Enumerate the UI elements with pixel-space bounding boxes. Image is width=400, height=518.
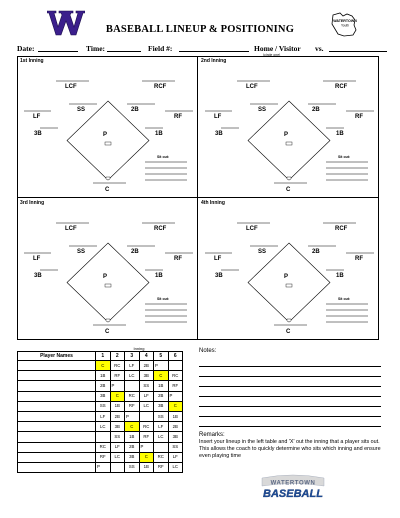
date-field[interactable] <box>38 44 78 52</box>
table-row <box>18 411 183 421</box>
position-cell[interactable]: LF <box>110 442 125 452</box>
position-cell[interactable]: RC <box>96 442 111 452</box>
home-plate-icon <box>287 177 291 180</box>
position-cell[interactable] <box>168 361 183 371</box>
home-plate-icon <box>106 177 110 180</box>
player-name-cell[interactable] <box>18 401 96 411</box>
position-label-pitcher: P <box>103 132 108 138</box>
player-name-cell[interactable] <box>18 442 96 452</box>
position-label-rcf: RCF <box>154 226 167 232</box>
position-label-rf: RF <box>355 114 363 120</box>
position-cell[interactable]: RF <box>154 462 169 472</box>
vs-label: vs. <box>315 44 324 53</box>
position-cell[interactable]: P <box>139 442 154 452</box>
position-cell[interactable]: 3B <box>154 401 169 411</box>
position-cell[interactable]: RF <box>125 401 140 411</box>
player-name-cell[interactable] <box>18 432 96 442</box>
position-cell[interactable]: C <box>125 422 140 432</box>
field-diamond <box>17 56 198 198</box>
position-cell[interactable]: 1B <box>168 411 183 421</box>
watertown-baseball-logo <box>258 474 328 504</box>
position-cell[interactable]: RC <box>110 361 125 371</box>
position-label-first: 1B <box>336 273 344 279</box>
position-cell[interactable]: LF <box>154 422 169 432</box>
position-label-third: 3B <box>215 131 223 137</box>
pitchers-rubber-icon <box>286 142 292 145</box>
pitchers-rubber-icon <box>286 284 292 287</box>
position-label-lf: LF <box>214 256 222 262</box>
player-name-cell[interactable] <box>18 452 96 462</box>
position-label-first: 1B <box>155 131 163 137</box>
position-cell[interactable]: 3B <box>139 371 154 381</box>
position-label-rcf: RCF <box>335 84 348 90</box>
player-name-cell[interactable] <box>18 391 96 401</box>
position-cell[interactable]: RC <box>125 391 140 401</box>
table-row <box>18 401 183 411</box>
remarks-text: Insert your lineup in the left table and 'X' out the inning that a player sits out. This allows the coach to quickly determine who sits which inning and ensure even playing time <box>199 439 381 459</box>
inning-column-header: 3 <box>125 352 140 361</box>
position-cell[interactable] <box>154 442 169 452</box>
inning-column-header: 5 <box>154 352 169 361</box>
position-cell[interactable]: C <box>96 361 111 371</box>
position-label-ss: SS <box>258 107 267 113</box>
position-cell[interactable]: RF <box>139 432 154 442</box>
position-label-pitcher: P <box>284 274 289 280</box>
position-cell[interactable]: 1B <box>139 462 154 472</box>
position-cell[interactable] <box>110 462 125 472</box>
position-cell[interactable]: 1B <box>110 401 125 411</box>
position-cell[interactable]: LF <box>139 391 154 401</box>
field-number-field[interactable] <box>179 44 249 52</box>
time-field[interactable] <box>107 44 141 52</box>
table-row <box>18 452 183 462</box>
position-label-rf: RF <box>355 256 363 262</box>
position-label-lf: LF <box>33 114 41 120</box>
position-label-second: 2B <box>312 249 320 255</box>
position-cell[interactable]: RF <box>110 371 125 381</box>
position-label-rcf: RCF <box>154 84 167 90</box>
table-row <box>18 432 183 442</box>
position-cell[interactable]: P <box>168 391 183 401</box>
position-cell[interactable]: RF <box>168 381 183 391</box>
field-label: Field #: <box>148 44 173 53</box>
inning-column-header: 2 <box>110 352 125 361</box>
position-cell[interactable]: SS <box>154 411 169 421</box>
position-label-catcher: C <box>286 329 291 335</box>
badge-line1: WATERTOWN <box>333 19 357 23</box>
notes-line[interactable] <box>199 396 381 397</box>
home-visitor-label[interactable]: Home / Visitor <box>254 44 301 53</box>
logo-line2: BASEBALL <box>263 488 323 500</box>
inning-caption: Inning <box>133 346 145 351</box>
position-label-third: 3B <box>34 273 42 279</box>
position-label-pitcher: P <box>103 274 108 280</box>
inning-title: 1st Inning <box>20 58 44 64</box>
position-cell[interactable]: LF <box>125 361 140 371</box>
table-row <box>18 361 183 371</box>
player-name-cell[interactable] <box>18 422 96 432</box>
player-name-cell[interactable] <box>18 462 96 472</box>
notes-title: Notes: <box>199 348 217 354</box>
player-name-cell[interactable] <box>18 361 96 371</box>
position-cell[interactable]: RC <box>154 452 169 462</box>
position-label-catcher: C <box>105 187 110 193</box>
position-label-rcf: RCF <box>335 226 348 232</box>
position-cell[interactable]: LF <box>96 411 111 421</box>
position-label-lcf: LCF <box>246 84 258 90</box>
inning-panel-1 <box>17 56 198 198</box>
position-cell[interactable]: 2B <box>110 411 125 421</box>
inning-column-header: 6 <box>168 352 183 361</box>
position-label-first: 1B <box>336 131 344 137</box>
position-cell[interactable]: 3B <box>125 452 140 462</box>
field-diamond <box>198 56 379 198</box>
inning-title: 3rd Inning <box>20 200 45 206</box>
logo-line1: WATERTOWN <box>270 480 316 487</box>
position-cell[interactable]: 2B <box>96 381 111 391</box>
position-cell[interactable]: 1B <box>154 381 169 391</box>
inning-column-header: 1 <box>96 352 111 361</box>
position-label-second: 2B <box>131 249 139 255</box>
position-cell[interactable]: 2B <box>168 422 183 432</box>
notes-line[interactable] <box>199 366 381 367</box>
position-cell[interactable]: 3B <box>110 422 125 432</box>
position-label-lcf: LCF <box>65 226 77 232</box>
position-cell[interactable]: C <box>110 391 125 401</box>
home-plate-icon <box>287 319 291 322</box>
inning-title: 2nd Inning <box>201 58 227 64</box>
player-name-cell[interactable] <box>18 371 96 381</box>
position-cell[interactable]: P <box>110 381 125 391</box>
player-name-cell[interactable] <box>18 411 96 421</box>
inning-panel-3 <box>17 198 198 340</box>
sit-out-label: Sit out: <box>157 155 170 159</box>
position-label-rf: RF <box>174 114 182 120</box>
position-label-ss: SS <box>77 107 86 113</box>
table-row <box>18 422 183 432</box>
position-cell[interactable]: SS <box>96 401 111 411</box>
position-label-lcf: LCF <box>246 226 258 232</box>
sit-out-label: Sit out: <box>338 297 351 301</box>
position-label-ss: SS <box>77 249 86 255</box>
player-name-cell[interactable] <box>18 381 96 391</box>
position-cell[interactable]: LC <box>96 422 111 432</box>
position-cell[interactable]: 1B <box>125 432 140 442</box>
position-label-catcher: C <box>105 329 110 335</box>
position-cell[interactable]: C <box>168 401 183 411</box>
field-diamond <box>17 198 198 340</box>
table-row <box>18 371 183 381</box>
position-label-rf: RF <box>174 256 182 262</box>
position-label-lcf: LCF <box>65 84 77 90</box>
position-cell[interactable]: LC <box>110 452 125 462</box>
position-cell[interactable]: RC <box>168 371 183 381</box>
position-cell[interactable]: 3B <box>96 391 111 401</box>
sit-out-label: Sit out: <box>338 155 351 159</box>
notes-line[interactable] <box>199 406 381 407</box>
notes-line[interactable] <box>199 426 381 427</box>
position-cell[interactable]: LC <box>168 462 183 472</box>
position-cell[interactable]: LC <box>125 371 140 381</box>
position-cell[interactable]: SS <box>139 381 154 391</box>
page-title: BASEBALL LINEUP & POSITIONING <box>105 24 295 35</box>
position-cell[interactable]: RF <box>96 452 111 462</box>
position-cell[interactable]: P <box>125 411 140 421</box>
position-cell[interactable]: C <box>154 371 169 381</box>
pitchers-rubber-icon <box>105 142 111 145</box>
position-cell[interactable]: 2B <box>125 442 140 452</box>
position-cell[interactable]: C <box>139 452 154 462</box>
position-cell[interactable]: P <box>96 462 111 472</box>
notes-line[interactable] <box>199 416 381 417</box>
circle-one-note: (circle one) <box>263 53 281 57</box>
opponent-field[interactable] <box>329 44 387 52</box>
inning-column-header: 4 <box>139 352 154 361</box>
position-label-second: 2B <box>131 107 139 113</box>
position-cell[interactable] <box>96 432 111 442</box>
time-label: Time: <box>86 44 106 53</box>
position-cell[interactable]: 1B <box>96 371 111 381</box>
position-cell[interactable]: SS <box>168 442 183 452</box>
badge-line2: Youth <box>340 23 350 28</box>
table-row <box>18 442 183 452</box>
position-cell[interactable]: LC <box>139 401 154 411</box>
inning-panel-4 <box>198 198 379 340</box>
position-label-second: 2B <box>312 107 320 113</box>
position-cell[interactable]: RC <box>139 422 154 432</box>
position-cell[interactable]: P <box>154 361 169 371</box>
position-cell[interactable] <box>139 411 154 421</box>
sit-out-label: Sit out: <box>157 297 170 301</box>
notes-line[interactable] <box>199 386 381 387</box>
position-cell[interactable]: SS <box>110 432 125 442</box>
field-diamond <box>198 198 379 340</box>
position-label-lf: LF <box>33 256 41 262</box>
position-label-pitcher: P <box>284 132 289 138</box>
position-label-ss: SS <box>258 249 267 255</box>
player-names-header: Player Names <box>18 352 96 361</box>
inning-title: 4th Inning <box>201 200 225 206</box>
position-label-third: 3B <box>215 273 223 279</box>
table-row <box>18 462 183 472</box>
position-cell[interactable]: SS <box>125 462 140 472</box>
position-label-catcher: C <box>286 187 291 193</box>
inning-panel-2 <box>198 56 379 198</box>
pitchers-rubber-icon <box>105 284 111 287</box>
table-row <box>18 381 183 391</box>
position-label-lf: LF <box>214 114 222 120</box>
lineup-table <box>17 346 183 473</box>
position-label-third: 3B <box>34 131 42 137</box>
position-cell[interactable]: LF <box>168 452 183 462</box>
position-cell[interactable] <box>125 381 140 391</box>
position-cell[interactable]: 2B <box>154 391 169 401</box>
date-label: Date: <box>17 44 35 53</box>
position-cell[interactable]: 3B <box>168 432 183 442</box>
remarks-title: Remarks: <box>199 432 225 438</box>
notes-line[interactable] <box>199 376 381 377</box>
position-cell[interactable]: 2B <box>139 361 154 371</box>
position-cell[interactable]: LC <box>154 432 169 442</box>
home-plate-icon <box>106 319 110 322</box>
table-row <box>18 391 183 401</box>
position-label-first: 1B <box>155 273 163 279</box>
